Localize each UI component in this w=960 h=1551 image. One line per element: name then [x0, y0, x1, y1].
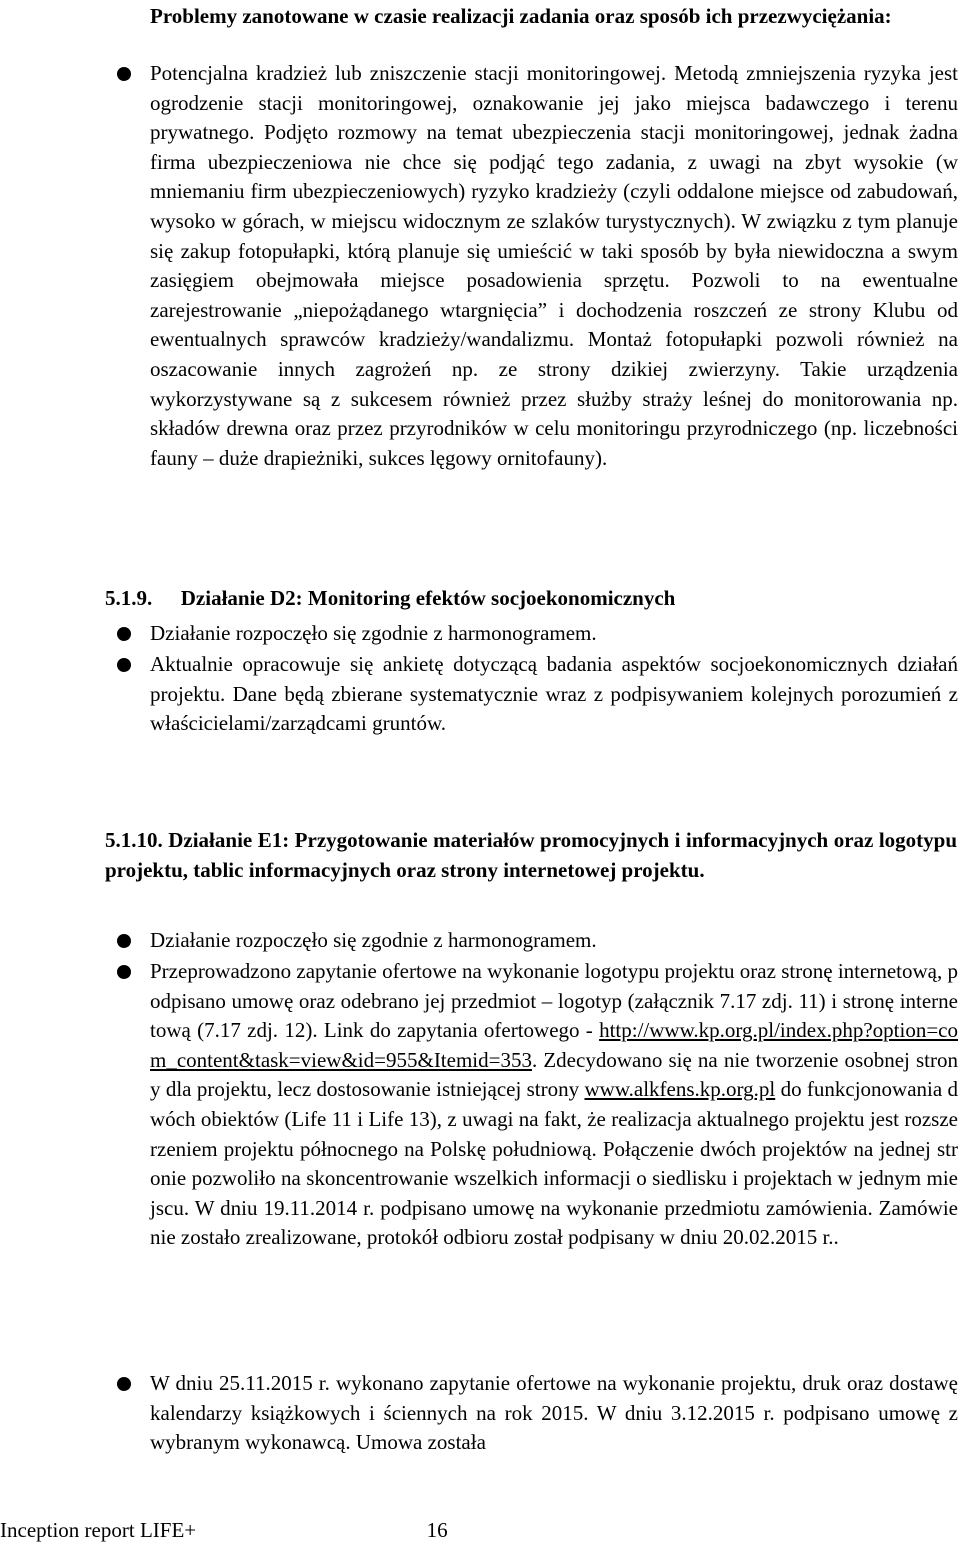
- footer-report-title: Inception report LIFE+: [0, 1518, 197, 1542]
- bullet-2-text-part-3: do funkcjonowania dwóch obiektów (Life 11 i Life 13), z uwagi na fakt, że realizacja aktualnego projektu jest rozszerzeniem projektu północnego na Polskę południową. Połączenie dwóch projektów na jednej stronie pozwoliło na skoncentrowanie wszelkich informacji o siedlisku i projektach w jednym miejscu. W dniu 19.11.2014 r. podpisano umowę na wykonanie przedmiotu zamówienia. Zamówienie zostało zrealizowane, protokół odbioru został podpisany w dniu 20.02.2015 r..: [150, 1077, 959, 1250]
- section-e1-bullet-3: W dniu 25.11.2015 r. wykonano zapytanie ofertowe na wykonanie projektu, druk oraz dostawę kalendarzy książkowych i ściennych na rok 2015. W dniu 3.12.2015 r. podpisano umowę z wybranym wykonawcą. Umowa została: [150, 1371, 958, 1455]
- bullet-icon: [117, 934, 131, 948]
- bullet-icon: [117, 67, 131, 81]
- section-d2-bullet-1: Działanie rozpoczęło się zgodnie z harmonogramem.: [150, 621, 597, 645]
- section-e1-heading: [105, 826, 957, 885]
- section-e1-bullet-2: [150, 957, 958, 1253]
- section-e1-bullet-1: Działanie rozpoczęło się zgodnie z harmonogramem.: [150, 928, 597, 952]
- problems-bullet-text: Potencjalna kradzież lub zniszczenie stacji monitoringowej. Metodą zmniejszenia ryzyka jest ogrodzenie stacji monitoringowej, oznakowanie jej jako miejsca badawczego i terenu prywatnego. Podjęto rozmowy na temat ubezpieczenia stacji monitoringowej, jednak żadna firma ubezpieczeniowa nie chce się podjąć tego zadania, z uwagi na zbyt wysokie (w mniemaniu firm ubezpieczeniowych) ryzyko kradzieży (czyli oddalone miejsce od zabudowań, wysoko w górach, w miejscu widocznym ze szlaków turystycznych). W związku z tym planuje się zakup fotopułapki, którą planuje się umieścić w taki sposób by była niewidoczna a swym zasięgiem obejmowała miejsce posadowienia sprzętu. Pozwoli to na ewentualne zarejestrowanie „niepożądanego wtargnięcia” i dochodzenia roszczeń ze strony Klubu od ewentualnych sprawców kradzieży/wandalizmu. Montaż fotopułapki pozwoli również na oszacowanie innych zagrożeń np. ze strony dzikiej zwierzyny. Takie urządzenia wykorzystywane są z sukcesem również przez służby straży leśnej do monitorowania np. składów drewna oraz przez przyrodników w celu monitoringu przyrodniczego (np. liczebności fauny – duże drapieżniki, sukces lęgowy ornitofauny).: [150, 61, 958, 470]
- inquiry-link[interactable]: http://www.kp.org.pl/index.php?option=com_content&task=view&id=955&Itemid=353: [150, 1018, 958, 1072]
- section-e1-title: Działanie E1: Przygotowanie materiałów promocyjnych i informacyjnych oraz logotypu projektu, tablic informacyjnych oraz strony internetowej projektu.: [105, 828, 958, 882]
- section-d2-number: 5.1.9.: [105, 586, 153, 610]
- section-d2-title: Działanie D2: Monitoring efektów socjoekonomicznych: [180, 586, 676, 610]
- page-footer: [0, 1516, 448, 1546]
- bullet-2-text-part-1: Przeprowadzono zapytanie ofertowe na wykonanie logotypu projektu oraz stronę internetową, podpisano umowę oraz odebrano jej przedmiot – logotyp (załącznik 7.17 zdj. 11) i stronę internetową (7.17 zdj. 12). Link do zapytania ofertowego -: [150, 959, 958, 1043]
- section-d2-heading: [105, 584, 957, 614]
- section-d2-bullet-2: Aktualnie opracowuje się ankietę dotyczącą badania aspektów socjoekonomicznych działań projektu. Dane będą zbierane systematycznie wraz z podpisywaniem kolejnych porozumień z właścicielami/zarządcami gruntów.: [150, 652, 958, 736]
- website-link[interactable]: www.alkfens.kp.org.pl: [584, 1077, 776, 1102]
- bullet-2-text-part-2: . Zdecydowano się na nie tworzenie osobnej strony dla projektu, lecz dostosowanie istniejącej strony: [150, 1047, 958, 1102]
- footer-page-number: 16: [426, 1518, 448, 1542]
- bullet-icon: [117, 658, 131, 672]
- bullet-icon: [117, 627, 131, 641]
- problems-heading: Problemy zanotowane w czasie realizacji zadania oraz sposób ich przezwyciężania:: [150, 4, 892, 28]
- bullet-icon: [117, 965, 131, 979]
- bullet-icon: [117, 1377, 131, 1391]
- section-e1-number: 5.1.10.: [105, 828, 163, 852]
